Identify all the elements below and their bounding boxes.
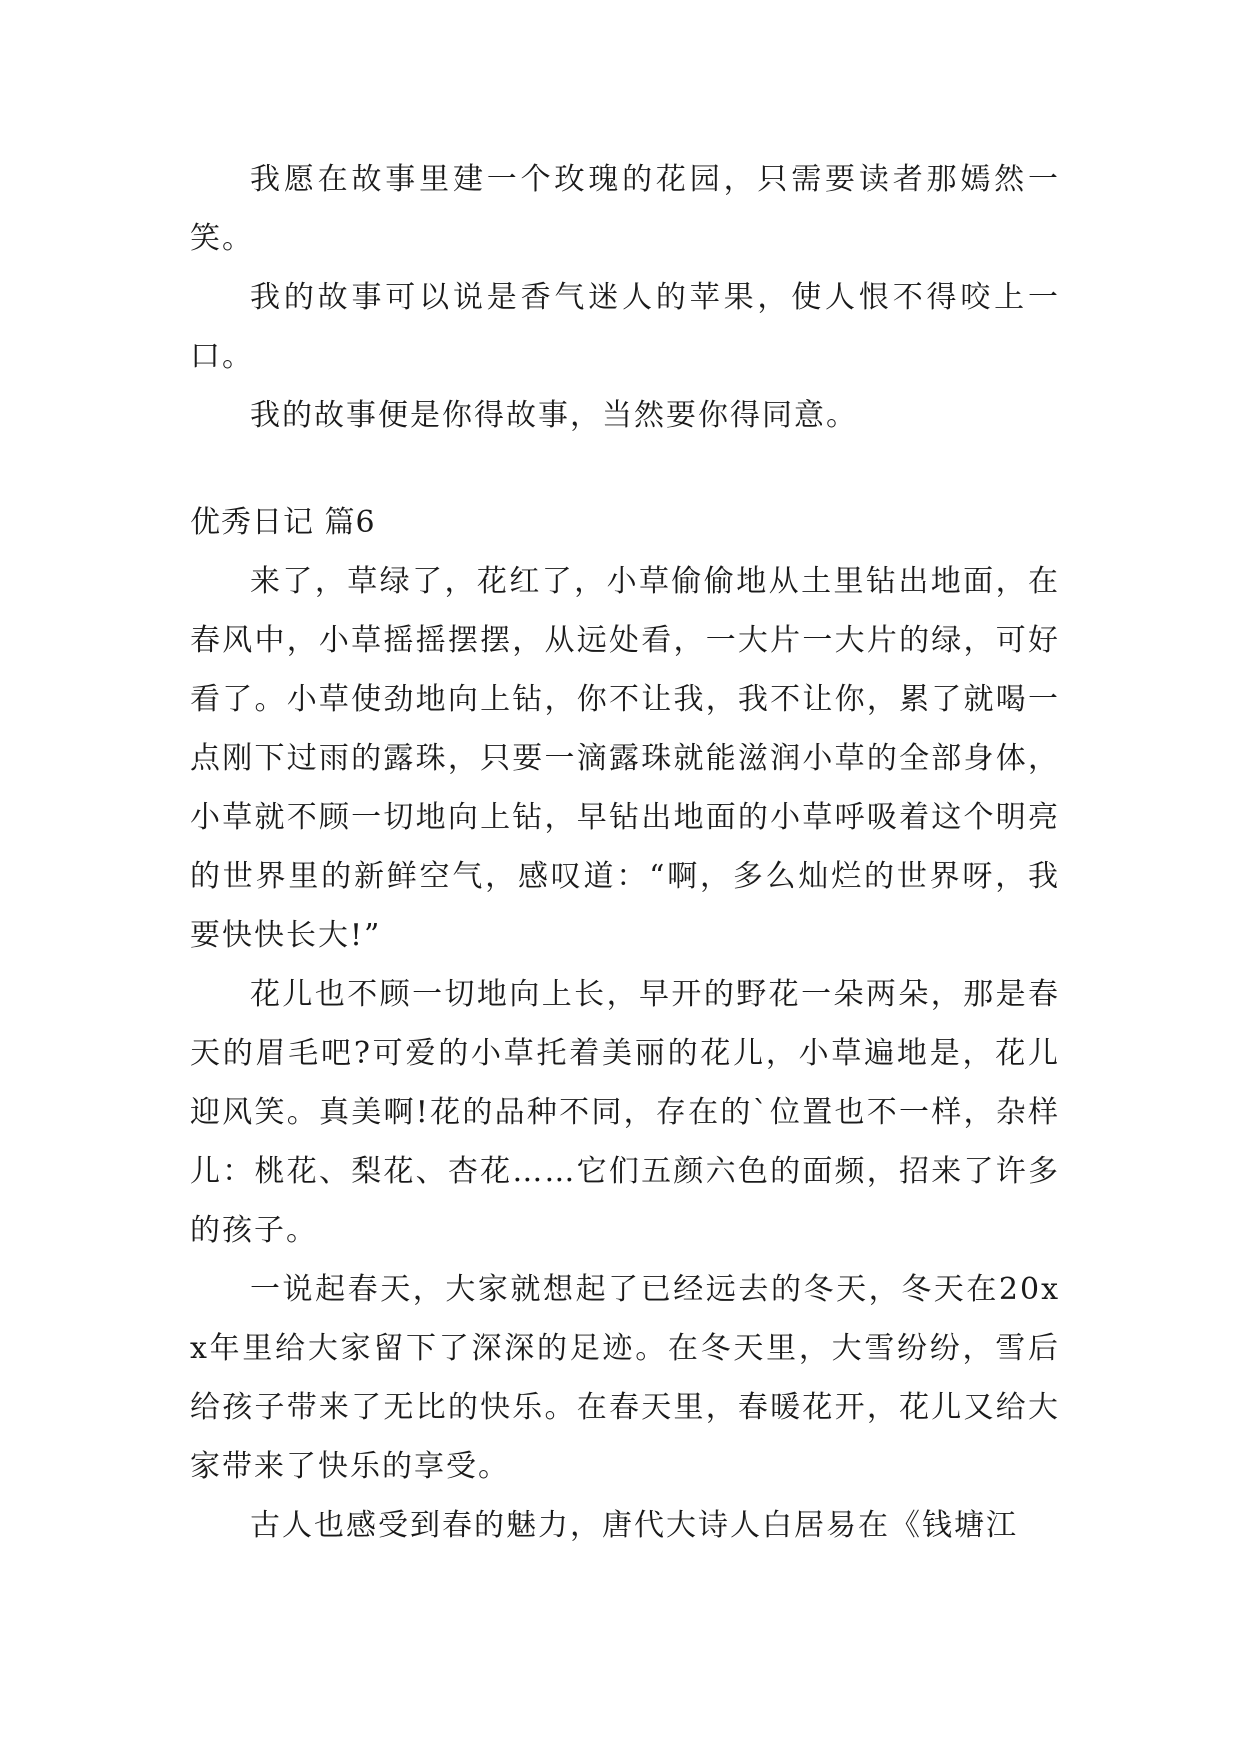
paragraph-flowers: 花儿也不顾一切地向上长，早开的野花一朵两朵，那是春天的眉毛吧?可爱的小草托着美丽的花儿，小草遍地是，花儿迎风笑。真美啊!花的品种不同，存在的`位置也不一样，杂样儿：桃花、梨花、杏花……它们五颜六色的面频，招来了许多的孩子。: [190, 977, 1060, 1248]
document-body: [190, 150, 1060, 1555]
paragraph-apple: 我的故事可以说是香气迷人的苹果，使人恨不得咬上一口。: [190, 280, 1060, 374]
paragraph-rose-garden: 我愿在故事里建一个玫瑰的花园，只需要读者那嫣然一笑。: [190, 162, 1060, 256]
paragraph-your-story: 我的故事便是你得故事，当然要你得同意。: [250, 398, 858, 433]
paragraph-winter-memory: 一说起春天，大家就想起了已经远去的冬天，冬天在20xx年里给大家留下了深深的足迹。在冬天里，大雪纷纷，雪后给孩子带来了无比的快乐。在春天里，春暖花开，花儿又给大家带来了快乐的享受。: [190, 1272, 1060, 1484]
paragraph-ancient-poet: 古人也感受到春的魅力，唐代大诗人白居易在《钱塘江: [250, 1508, 1018, 1543]
section-heading: 优秀日记 篇6: [190, 505, 376, 540]
paragraph-spring-grass: 来了，草绿了，花红了，小草偷偷地从土里钻出地面，在春风中，小草摇摇摆摆，从远处看，一大片一大片的绿，可好看了。小草使劲地向上钻，你不让我，我不让你，累了就喝一点刚下过雨的露珠，只要一滴露珠就能滋润小草的全部身体，小草就不顾一切地向上钻，早钻出地面的小草呼吸着这个明亮的世界里的新鲜空气，感叹道：“啊，多么灿烂的世界呀，我要快快长大!”: [190, 564, 1060, 953]
